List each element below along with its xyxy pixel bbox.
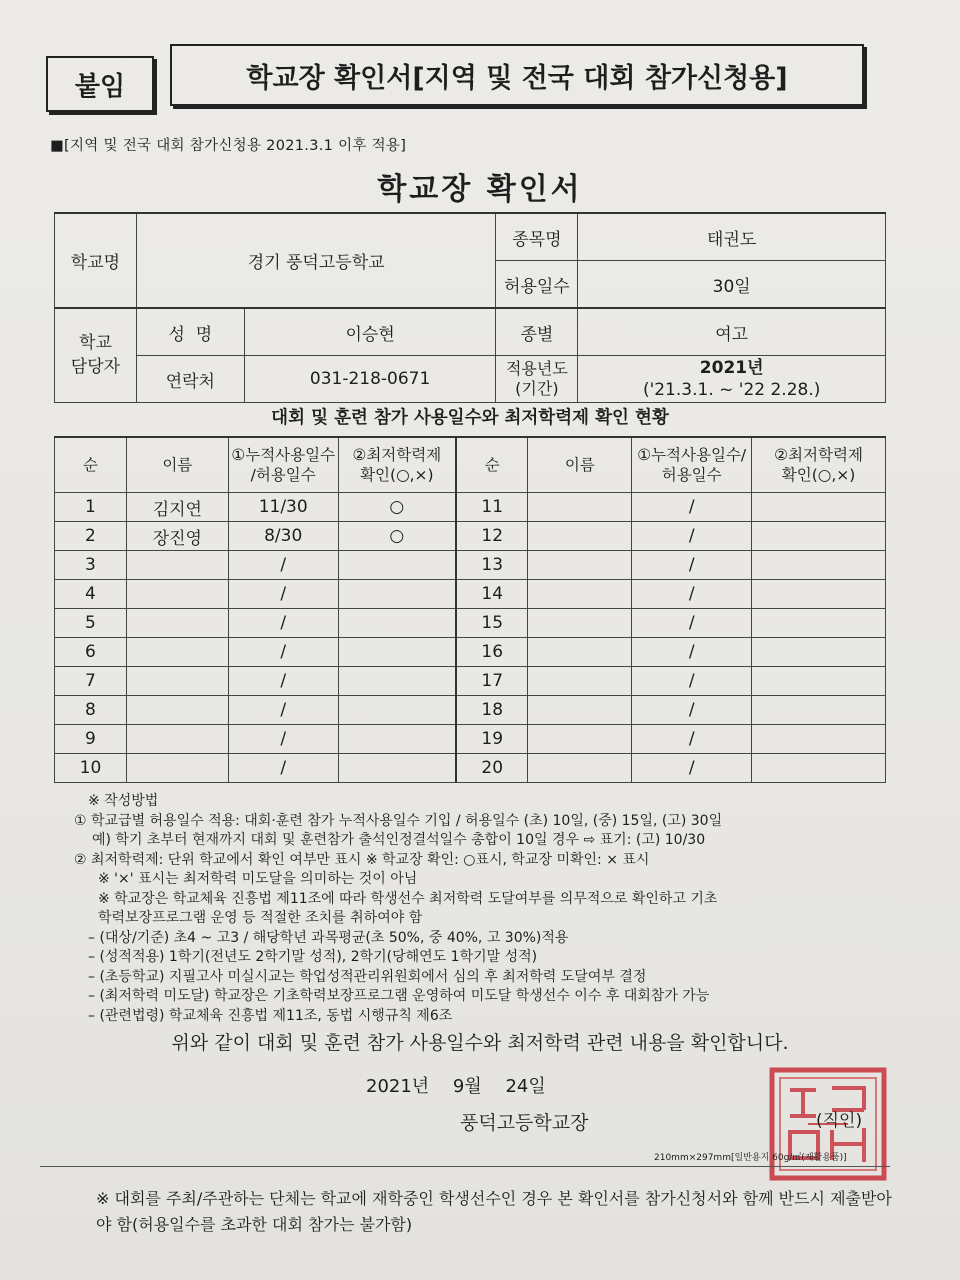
instruction-line: ※ 학교장은 학교체육 진흥법 제11조에 따라 학생선수 최저학력 도달여부를 의무적으로 확인하고 기초	[98, 890, 718, 907]
table-row	[55, 754, 886, 783]
row-days: 11/30	[228, 493, 338, 522]
table-row	[55, 609, 886, 638]
table-row	[55, 638, 886, 667]
row-check	[338, 696, 456, 725]
row-no-right: 12	[456, 522, 528, 551]
row-days: /	[228, 609, 338, 638]
row-name-right	[528, 580, 632, 609]
row-name-right	[528, 551, 632, 580]
row-name	[126, 725, 228, 754]
row-days: /	[228, 667, 338, 696]
row-name-right	[528, 754, 632, 783]
issue-date: 2021년 9월 24일	[366, 1076, 546, 1097]
header-academic: ②최저학력제 확인(○,×)	[338, 437, 456, 493]
row-check	[338, 551, 456, 580]
table-row	[55, 551, 886, 580]
instruction-line: – (관련법령) 학교체육 진흥법 제11조, 동법 시행규칙 제6조	[88, 1007, 453, 1024]
row-days-right: /	[632, 638, 752, 667]
instruction-line: ※ '×' 표시는 최저학력 미도달을 의미하는 것이 아님	[98, 871, 418, 887]
row-no: 7	[55, 667, 127, 696]
row-no: 5	[55, 609, 127, 638]
row-no: 8	[55, 696, 127, 725]
manager-label: 학교 담당자	[55, 308, 137, 403]
instruction-line: ※ 작성방법	[88, 793, 159, 809]
row-days-right: /	[632, 754, 752, 783]
instruction-line: ② 최저학력제: 단위 학교에서 확인 여부만 표시 ※ 학교장 확인: ○표시, 학교장 미확인: × 표시	[74, 851, 650, 868]
row-no-right: 18	[456, 696, 528, 725]
row-name-right	[528, 638, 632, 667]
category-label: 종별	[496, 308, 578, 356]
attachment-badge: 붙임	[46, 56, 154, 112]
row-check	[338, 754, 456, 783]
row-name: 장진영	[126, 522, 228, 551]
instruction-line: 학력보장프로그램 운영 등 적절한 조치를 취하여야 함	[98, 910, 423, 926]
row-check-right	[752, 725, 886, 754]
row-days: /	[228, 754, 338, 783]
row-check	[338, 667, 456, 696]
usage-section-title: 대회 및 훈련 참가 사용일수와 최저학력제 확인 현황	[271, 408, 669, 428]
table-row	[55, 725, 886, 754]
row-no: 9	[55, 725, 127, 754]
row-name	[126, 667, 228, 696]
writing-instructions	[74, 792, 894, 1026]
row-check-right	[752, 696, 886, 725]
row-name-right	[528, 609, 632, 638]
school-label: 학교명	[55, 213, 137, 308]
row-no-right: 14	[456, 580, 528, 609]
row-name-right	[528, 667, 632, 696]
row-name	[126, 638, 228, 667]
row-days-right: /	[632, 696, 752, 725]
row-days: /	[228, 696, 338, 725]
row-name: 김지연	[126, 493, 228, 522]
header-title: 학교장 확인서[지역 및 전국 대회 참가신청용]	[170, 44, 864, 106]
row-days-right: /	[632, 551, 752, 580]
instruction-line: ① 학교급별 허용일수 적용: 대회·훈련 참가 누적사용일수 기입 / 허용일수 (초) 10일, (중) 15일, (고) 30일	[74, 812, 723, 829]
year-value: 2021년	[699, 357, 764, 378]
row-name-right	[528, 493, 632, 522]
sport-label: 종목명	[496, 213, 578, 261]
header-days: ①누적사용일수 /허용일수	[228, 437, 338, 493]
row-no: 4	[55, 580, 127, 609]
period-value: ('21.3.1. ~ '22 2.28.)	[642, 380, 821, 400]
row-days: /	[228, 638, 338, 667]
category-value: 여고	[578, 308, 886, 356]
row-days-right: /	[632, 609, 752, 638]
applicability-note: ■[지역 및 전국 대회 참가신청용 2021.3.1 이후 적용]	[50, 138, 407, 154]
row-name	[126, 580, 228, 609]
row-days: /	[228, 725, 338, 754]
header-name-right: 이름	[528, 437, 632, 493]
row-check-right	[752, 522, 886, 551]
row-name	[126, 551, 228, 580]
seal-mark: (직인)	[816, 1111, 863, 1131]
row-days-right: /	[632, 580, 752, 609]
row-no-right: 19	[456, 725, 528, 754]
roster-table	[54, 436, 886, 783]
row-name	[126, 696, 228, 725]
allowed-days-value: 30일	[578, 261, 886, 309]
paper-size-note: 210mm×297mm[일반용지 60g/㎡(재활용품)]	[654, 1153, 847, 1163]
table-row	[55, 580, 886, 609]
sport-value: 태권도	[578, 213, 886, 261]
row-check	[338, 725, 456, 754]
row-check	[338, 580, 456, 609]
instruction-line: – (대상/기준) 초4 ~ 고3 / 해당학년 과목평균(초 50%, 중 40%, 고 30%)적용	[88, 929, 569, 946]
row-days-right: /	[632, 493, 752, 522]
divider	[40, 1166, 890, 1167]
instruction-line: – (최저학력 미도달) 학교장은 기초학력보장프로그램 운영하여 미도달 학생선수 이수 후 대회참가 가능	[88, 988, 710, 1004]
table-row	[55, 696, 886, 725]
document-title: 학교장 확인서	[377, 172, 583, 207]
name-value: 이승현	[244, 308, 496, 356]
row-no-right: 16	[456, 638, 528, 667]
row-check: ○	[338, 522, 456, 551]
instruction-line: – (성적적용) 1학기(전년도 2학기말 성적), 2학기(당해연도 1학기말 성적)	[88, 949, 538, 965]
instruction-line: – (초등학교) 지필고사 미실시교는 학업성적관리위원회에서 심의 후 최저학력 도달여부 결정	[88, 968, 647, 985]
row-no-right: 17	[456, 667, 528, 696]
row-no-right: 15	[456, 609, 528, 638]
header-name: 이름	[126, 437, 228, 493]
row-name-right	[528, 725, 632, 754]
contact-value: 031-218-0671	[244, 356, 496, 403]
row-days: 8/30	[228, 522, 338, 551]
row-no: 10	[55, 754, 127, 783]
name-label: 성 명	[136, 308, 244, 356]
row-no: 2	[55, 522, 127, 551]
row-name-right	[528, 522, 632, 551]
row-check-right	[752, 493, 886, 522]
header-no-right: 순	[456, 437, 528, 493]
row-days-right: /	[632, 522, 752, 551]
row-check-right	[752, 754, 886, 783]
row-check	[338, 638, 456, 667]
row-name	[126, 609, 228, 638]
year-cell	[578, 356, 886, 403]
row-check-right	[752, 551, 886, 580]
table-row	[55, 522, 886, 551]
table-row	[55, 493, 886, 522]
row-no-right: 11	[456, 493, 528, 522]
contact-label: 연락처	[136, 356, 244, 403]
instruction-line: 예) 학기 초부터 현재까지 대회 및 훈련참가 출석인정결석일수 총합이 10일 경우 ⇨ 표기: (고) 10/30	[92, 832, 706, 848]
allowed-days-label: 허용일수	[496, 261, 578, 309]
table-row	[55, 667, 886, 696]
row-check	[338, 609, 456, 638]
row-no: 6	[55, 638, 127, 667]
year-label: 적용년도 (기간)	[496, 356, 578, 403]
row-check-right	[752, 638, 886, 667]
row-name-right	[528, 696, 632, 725]
principal-signature-line: 풍덕고등학교장	[460, 1112, 589, 1134]
header-no: 순	[55, 437, 127, 493]
header-days-right: ①누적사용일수/ 허용일수	[632, 437, 752, 493]
row-days: /	[228, 580, 338, 609]
info-table	[54, 212, 886, 403]
row-check-right	[752, 667, 886, 696]
footer-notice: ※ 대회를 주최/주관하는 단체는 학교에 재학중인 학생선수인 경우 본 확인서를 참가신청서와 함께 반드시 제출받아야 함(허용일수를 초과한 대회 참가는 불가함)	[96, 1189, 892, 1234]
row-name	[126, 754, 228, 783]
confirmation-statement: 위와 같이 대회 및 훈련 참가 사용일수와 최저학력 관련 내용을 확인합니다.	[171, 1032, 789, 1054]
header-academic-right: ②최저학력제 확인(○,×)	[752, 437, 886, 493]
school-value: 경기 풍덕고등학교	[136, 213, 496, 308]
row-no-right: 20	[456, 754, 528, 783]
row-days: /	[228, 551, 338, 580]
row-no: 3	[55, 551, 127, 580]
row-check-right	[752, 609, 886, 638]
row-check: ○	[338, 493, 456, 522]
row-days-right: /	[632, 725, 752, 754]
row-no: 1	[55, 493, 127, 522]
row-days-right: /	[632, 667, 752, 696]
row-no-right: 13	[456, 551, 528, 580]
row-check-right	[752, 580, 886, 609]
